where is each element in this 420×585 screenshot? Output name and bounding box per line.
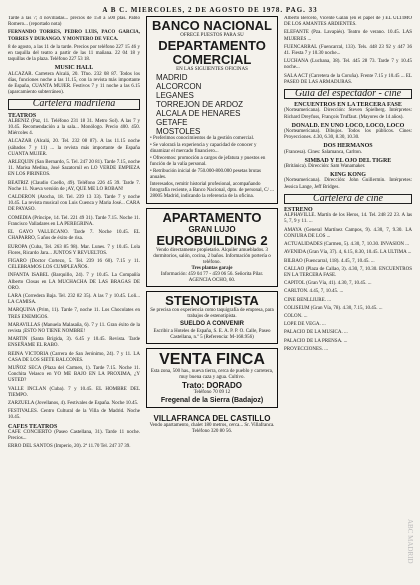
intro-text: Tarde a las 7; 4 novilladas... precios de 150 a 500 ptas. Pablo Romero... (reportado nota)	[8, 16, 140, 28]
music-hall-title: MUSIC HALL	[54, 65, 94, 72]
bank-bullets	[150, 136, 274, 200]
page-header: A B C. MIERCOLES, 2 DE AGOSTO DE 1978. PAG. 33	[102, 6, 318, 14]
cine-list	[284, 213, 412, 353]
apartment-title: APARTAMENTO	[162, 210, 262, 225]
theatre-listing: MARTIN (Santa Brígida, 3). 6.45 y 10.45. Revista. Tarde ENSEÑAME EL RABO.	[8, 337, 140, 349]
villafranca-title: VILLAFRANCA DEL CASTILLO	[153, 414, 271, 423]
finca-desc: Esta zona, 500 has., nueva tierra, cerca de pueblo y carretera, muy buena caza y agua. Cultivo.	[150, 369, 274, 380]
theatre-listing: INFANTA ISABEL (Barquillo, 24). 7 y 10.45. La Compañía Alberto Closas en LA MUCHACHA DE LAS BRAGAS DE ORO.	[8, 273, 140, 291]
steno-ad	[146, 291, 278, 344]
office-name: GETAFE	[156, 118, 188, 127]
cine-listing: COLISEUM (Gran Vía, 78). 4.30, 7.15, 10.45. ...	[284, 305, 383, 311]
bank-bullet: Interesados, remitir historial profesional, acompañando fotografía reciente, a Banco Nacional, dpto. de personal, C/ ... 28005 Madrid, indicando la referencia de la oficina.	[150, 182, 274, 199]
office-name: MADRID	[156, 73, 188, 82]
column-left	[8, 16, 140, 581]
apartment-sub: GRAN LUJO	[188, 225, 236, 234]
guide-film-text: (Norteamericana). Dirección: John Guillermin. Intérpretes: Jessica Lange, Jeff Bridges.	[284, 178, 412, 190]
archive-stamp: ABC MADRID	[406, 518, 414, 564]
column-ads	[146, 16, 278, 581]
theatre-listing: FIGARO (Doctor Cortezo, 5. Tel. 239 16 60). 7.15 y 11. CELEBRAMOS LOS CUMPLEAÑOS.	[8, 258, 140, 271]
cafe-text: ERRO DEL SANTOS (Imperio, 20). 2ª 11.70 Tel. 247 37 39.	[8, 444, 131, 450]
apartment-name: EUROBUILDING 2	[156, 233, 268, 248]
cine-listing: AMAYA (General Martínez Campos, 9). 4.30, 7, 9.30. LA CONJURA DE LOS ...	[284, 227, 412, 239]
intro-text: FUENCARRAL (Fuencarral, 133). Tels. 448 23 92 y 447 36 41. Fiesta 7 y 10.30 noche...	[284, 44, 412, 57]
bank-bullet: • Retribución inicial de 750.000-800.000 pesetas brutas anuales.	[150, 169, 261, 180]
finca-ad	[146, 348, 278, 408]
intro-text: 8 de agosto, a las 11 de la tarde. Precios por teléfono 227 15 46 y en taquilla del teatro a partir de las 11 mañana. 22 04 18 y taquillas de la plaza. Teléfono 227 53 18.	[8, 44, 140, 63]
cafe-heading: CAFES TEATROS	[8, 423, 58, 430]
cine-listing: PROYECCIONES. ...	[284, 346, 329, 352]
cine-listing: COLON. ...	[284, 313, 308, 319]
cine-listing: CAPITOL (Gran Vía, 41). 4.30, 7, 10.45. ...	[284, 281, 372, 287]
office-name: TORREJON DE ARDOZ	[156, 100, 243, 109]
theatre-list	[8, 119, 140, 422]
theatre-listing: BEATRIZ (Claudio Coello, 49). Teléfono 226 45 39. Tarde 7. Noche 11. Nueva versión de ¡AY, QUE ME LO ROBAN!	[8, 180, 140, 192]
office-name: MOSTOLES	[156, 127, 201, 136]
office-name: LEGANES	[156, 91, 194, 100]
apartment-feature: Tres plantas garaje	[191, 266, 233, 271]
theatre-listing: MARQUINA (Prim, 11). Tarde 7, noche 11. Los Chocolates en TRES ENEMIGOS.	[8, 308, 140, 320]
bank-dept: DEPARTAMENTO COMERCIAL	[158, 38, 266, 67]
theatre-listing: MARAVILLAS (Manuela Malasaña, 6). 7 y 11. Gran éxito de la revista ¡ESTO NO TIENE NOMBRE!	[8, 322, 140, 334]
cine-subheading: ESTRENO	[284, 207, 313, 214]
cartelera-heading: Cartelera madrileña	[8, 99, 140, 109]
steno-desc: Se precisa con experiencia como taquigrafía de empresa, para trabajos de estenotipista.	[150, 308, 274, 319]
cine-listing: ALPHAVILLE. Martín de los Heros, 14. Tel. 248 22 23. A las 5, 7, 9 y 11. ...	[284, 213, 412, 225]
theatre-listing: ARLEQUIN (San Bernardo, 5. Tel. 247 20 81). Tarde 7.15, noche 11. Marisa Medina, José Sazatornil en LO VERDE EMPIEZA EN LOS PIRINEOS.	[8, 160, 140, 178]
guide-film-title: KING KONG	[330, 172, 366, 179]
office-name: ALCALA DE HENARES	[156, 109, 241, 118]
intro-text: ELEFANTE (Pza. Lavapiés). Teatro de verano. 10.45. LAS MUJERES ...	[284, 30, 412, 42]
apartment-desc: Vendo directamente propietario. Alquiler amueblados. 3 dormitorios, salón, cocina, 2 baños. Información portería o teléfono.	[153, 248, 271, 265]
cine-listing: ACTUALIDADES (Carmen, 5). 4.30, 7, 10.30. INVASION ...	[284, 242, 410, 248]
finca-location: Fregenal de la Sierra (Badajoz)	[160, 397, 264, 404]
theatre-listing: MUÑOZ SECA (Plaza del Carmen, 1). Tarde 7.15. Noche 11. Conchita Velasco en YO ME BAJO EN LA PROXIMA, ¿Y USTED?	[8, 365, 140, 384]
bank-offices	[150, 73, 274, 136]
cine-listing: CINE BENLLIURE. ...	[284, 297, 331, 303]
guide-film-text: (Francesa). Cines: Salamanca, Carlton.	[284, 149, 363, 155]
theatre-listing: CALDERON (Atocha, 18. Tel. 239 13 33). Tarde 7 y noche 10.45. La revista musical con Luis Cuenca y Maria José... CARA DE PAYASO.	[8, 195, 140, 213]
theatre-listing: EL GAYO VALLECANO. Tarde 7. Noche 10.45. EL CHAPARRO, 5 años de éxito de risa.	[8, 230, 140, 242]
finca-title: VENTA FINCA	[159, 351, 265, 368]
cine-heading: Cartelera de cine	[284, 194, 412, 204]
office-name: ALCORCON	[156, 82, 202, 91]
guide-film-title: ENCUENTROS EN LA TERCERA FASE	[294, 102, 402, 109]
cine-listing: BILBAO (Fuencarral, 118). 4.45, 7, 10.45. ...	[284, 258, 375, 264]
bank-bullet: • Se valorará la experiencia y capacidad de conocer y dinamizar el mercado financiero...	[150, 143, 257, 154]
theatre-listing: LARA (Corredera Baja. Tel. 232 82 35). A las 7 y 10.45. Loli... LA CAMISA.	[8, 293, 140, 306]
cafe-text: CAFE CONCIERTO (Paseo Castellana, 31). Tarde 11 noche. Precios...	[8, 429, 140, 441]
finca-phone: Teléfono 70 09 12	[193, 390, 231, 395]
column-right	[284, 16, 412, 581]
intro-text: Alberto Berceló, Vicente Galán (en el papel de ) EL ULTIMO DE LOS AMANTES ARDIENTES.	[284, 16, 412, 28]
guide-film-title: DOS HERMANOS	[323, 143, 373, 150]
guide-film-text: (Norteamericana). Dirección: Steven Spielberg. Intérpretes: Richard Dreyfuss, François Truffaut. (Mayores de 14 años).	[284, 108, 412, 120]
apartment-contact: Información: 459 04 77 - 459 06 56. Señorita Pilar. AGENCIA OCHO, 60.	[160, 272, 264, 283]
theatre-listing: FESTIVALES. Centro Cultural de la Villa de Madrid. Noche 10.45.	[8, 409, 140, 421]
cine-listing: CALLAO (Plaza de Callao, 3). 4.30, 7, 10.30. ENCUENTROS EN LA TERCERA FASE.	[284, 266, 412, 278]
theatre-listing: VALLE INCLAN (Cuba). 7 y 10.45. EL HOMBRE DEL TIEMPO.	[8, 386, 140, 398]
theatre-listing: ALBENIZ (Paz, 11. Teléfono 231 18 31. Metro Sol). A las 7 y 10.45. Recomendación a la sala... Monólogo. Precio 400. 450. Miércoles 4.	[8, 118, 140, 137]
intro-text: LUCHANA (Luchana, 38). Tel. 445 28 73. Tarde 7 y 10.45 noche...	[284, 59, 412, 71]
apartment-ad	[146, 208, 278, 287]
theatre-listing: ALCAZAR (Alcalá, 20. Tel. 232 08 87). A las 11.15 noche (sábados 7 y 11) ... la revista más importante de España CUANTA MUJER.	[8, 139, 140, 157]
theatre-listing: REINA VICTORIA (Carrera de San Jerónimo, 24). 7 y 11. LA CASA DE LOS SIETE BALCONES.	[8, 351, 140, 363]
intro-text: FERNANDO TORRES, PEDRO LUIS, PACO GARCIA, TORRES Y DURANGO. Y MONTERO DE VECA.	[8, 30, 140, 42]
cine-listing: PALACIO DE LA MUSICA. ...	[284, 330, 348, 336]
cine-listing: AVENIDA (Gran Vía, 37). 4, 6.15, 8.30, 10.45. LA ULTIMA ...	[284, 250, 412, 256]
guide-heading: Guía del espectador - cine	[284, 89, 412, 99]
bank-bullet: • Ofrecemos: promoción a cargos de jefatura y puestos en función de la valía personal.	[150, 156, 266, 167]
cine-listing: LOPE DE VEGA. ...	[284, 322, 326, 328]
villafranca-desc: Vendo apartamento, chalet 180 metros, cerca... Sr. Villafranca. Teléfono 320 80 56.	[149, 423, 275, 434]
theatre-listing: ZARZUELA (Jovellanos, 4). Festivales de España. Noche 10.45.	[8, 400, 139, 406]
cine-listing: CARLTON. 4.45, 7, 10.45. ...	[284, 289, 344, 295]
music-hall-text: ALCAZAR. Carretera Alcalá, 20. Tfno. 232 08 87. Todos los días, funciones noche a las 11.15, con la revista más importante de España, CUANTA MUJER. Festivos 7 y 11 noche a las 6.15 (aparcamiento subterráneo).	[8, 71, 140, 96]
bank-name: BANCO NACIONAL	[152, 18, 272, 33]
guide-film-title: DONALD. EN UNO LOCO, LOCO, LOCO	[291, 122, 405, 129]
theatre-listing: EUROPA (Cuba, Tel. 263 85 98). Mar. Lunes. 7 y 10.45. Lola Flores, Ricardo Jara... JUNTOS Y REVUELTOS.	[8, 244, 140, 256]
finca-trato: Trato: DORADO	[182, 381, 242, 390]
steno-contact: Escribir a Hoteles de España, S. E. A. P. P. O. Calle, Paseo Castellana, n.º 5 (Referencia: M-168.956)	[153, 329, 271, 340]
steno-salary: SUELDO A CONVENIR	[180, 321, 244, 327]
villafranca-ad	[146, 412, 278, 437]
guide-list	[284, 102, 412, 191]
bank-ad	[146, 16, 278, 204]
guide-film-text: (Norteamericana). Dibujos. Todos los públicos. Cines: Proyecciones. 4.30, 6.30, 8.30, 10.30.	[284, 129, 412, 141]
theatre-heading: TEATROS	[8, 112, 37, 119]
bank-offices-intro: EN LAS SIGUIENTES OFICINAS	[176, 67, 248, 72]
cine-listing: PALACIO DE LA PRENSA. ...	[284, 338, 348, 344]
bank-subtitle: OFRECE PUESTOS PARA SU	[180, 33, 244, 38]
guide-film-text: (Británica). Dirección: Sam Wanamaker.	[284, 164, 366, 170]
intro-text: SALA ACT (Carretera de la Coruña). Frente 7.15 y 10.45 ... EL PASEO DE LAS ARMADURAS.	[284, 73, 412, 85]
bank-bullet: • Preferimos conocimientos de la gestión comercial.	[150, 136, 255, 141]
steno-title: STENOTIPISTA	[165, 293, 259, 308]
theatre-listing: COMEDIA (Príncipe, 14. Tel. 221 49 31). Tarde 7.15. Noche 11. Francisco Valladares en LA PEREGRINA.	[8, 215, 140, 227]
guide-film-title: SIMBAD Y EL OJO DEL TIGRE	[304, 157, 392, 164]
